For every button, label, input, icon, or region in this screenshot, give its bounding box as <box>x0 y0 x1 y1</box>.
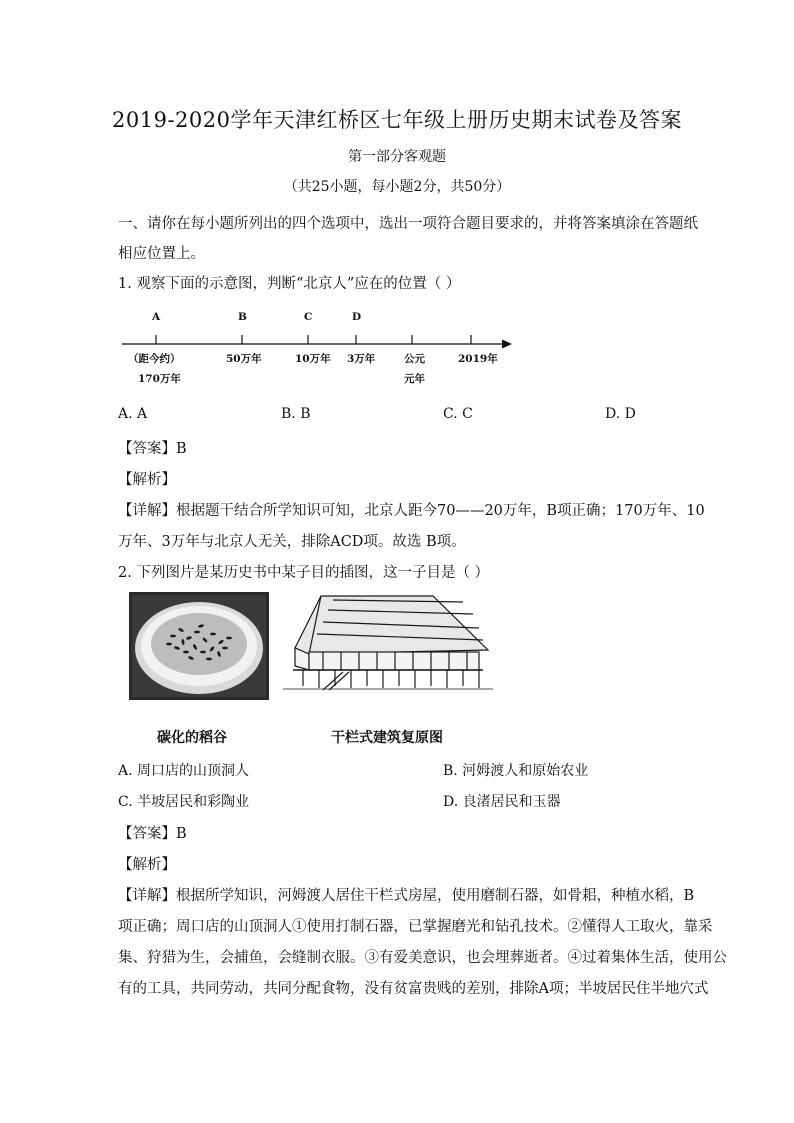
timeline-date-e-1: 公元 <box>404 353 425 365</box>
q1-analysis-heading: 【解析】 <box>118 472 176 488</box>
q2-answer: 【答案】B <box>118 826 187 842</box>
q2-option-b: B. 河姆渡人和原始农业 <box>443 763 589 779</box>
page-title: 2019-2020学年天津红桥区七年级上册历史期末试卷及答案 <box>112 108 682 132</box>
timeline-date-f: 2019年 <box>458 353 498 365</box>
timeline-date-a-2: 170万年 <box>138 373 181 385</box>
stilt-house-svg <box>283 592 493 692</box>
timeline-date-d: 3万年 <box>347 353 376 365</box>
timeline-label-a: A <box>152 311 161 323</box>
stilt-house-caption: 干栏式建筑复原图 <box>331 730 443 746</box>
timeline-date-e-2: 元年 <box>404 373 425 385</box>
section-title: 第一部分客观题 <box>348 149 446 165</box>
timeline-date-b: 50万年 <box>226 353 262 365</box>
timeline-label-c: C <box>304 311 313 323</box>
q2-stem: 2. 下列图片是某历史书中某子目的插图，这一子目是（ ） <box>118 565 490 581</box>
stilt-house-image <box>283 592 493 692</box>
q2-detail-line-1: 【详解】根据所学知识，河姆渡人居住干栏式房屋，使用磨制石器，如骨耜，种植水稻，B <box>118 888 695 904</box>
carbonized-rice-image <box>129 592 269 700</box>
q1-option-a: A. A <box>118 406 148 422</box>
q1-answer: 【答案】B <box>118 441 187 457</box>
timeline-figure <box>118 305 538 390</box>
q2-option-c: C. 半坡居民和彩陶业 <box>118 794 250 810</box>
rice-image-caption: 碳化的稻谷 <box>157 730 227 746</box>
q1-stem: 1. 观察下面的示意图，判断“北京人”应在的位置（ ） <box>118 276 461 292</box>
q2-detail-line-4: 有的工具，共同劳动，共同分配食物，没有贫富贵贱的差别，排除A项；半坡居民住半地穴式 <box>118 981 709 997</box>
q2-detail-line-3: 集、狩猎为生，会捕鱼，会缝制衣服。③有爱美意识，也会埋葬逝者。④过着集体生活，使用公 <box>118 950 727 966</box>
timeline-date-a-1: （距今约） <box>128 353 181 365</box>
timeline-label-d: D <box>352 311 362 323</box>
q1-detail-line-1: 【详解】根据题干结合所学知识可知，北京人距今70——20万年，B项正确；170万年、10 <box>118 503 705 519</box>
timeline-svg <box>118 305 538 390</box>
instruction-line-1: 一、请你在每小题所列出的四个选项中，选出一项符合题目要求的，并将答案填涂在答题纸 <box>118 216 698 232</box>
instruction-line-2: 相应位置上。 <box>118 246 205 262</box>
q1-option-c: C. C <box>443 406 473 422</box>
q1-option-b: B. B <box>281 406 311 422</box>
timeline-label-b: B <box>238 311 247 323</box>
section-note: （共25小题，每小题2分，共50分） <box>283 179 511 195</box>
q1-detail-line-2: 万年、3万年与北京人无关，排除ACD项。故选 B项。 <box>118 534 466 550</box>
rice-bowl-svg <box>129 592 269 700</box>
timeline-date-c: 10万年 <box>295 353 331 365</box>
q1-option-d: D. D <box>605 406 636 422</box>
q2-analysis-heading: 【解析】 <box>118 857 176 873</box>
q2-detail-line-2: 项正确；周口店的山顶洞人①使用打制石器，已掌握磨光和钻孔技术。②懂得人工取火，靠采 <box>118 919 713 935</box>
q2-option-d: D. 良渚居民和玉器 <box>443 794 561 810</box>
q2-option-a: A. 周口店的山顶洞人 <box>118 763 250 779</box>
